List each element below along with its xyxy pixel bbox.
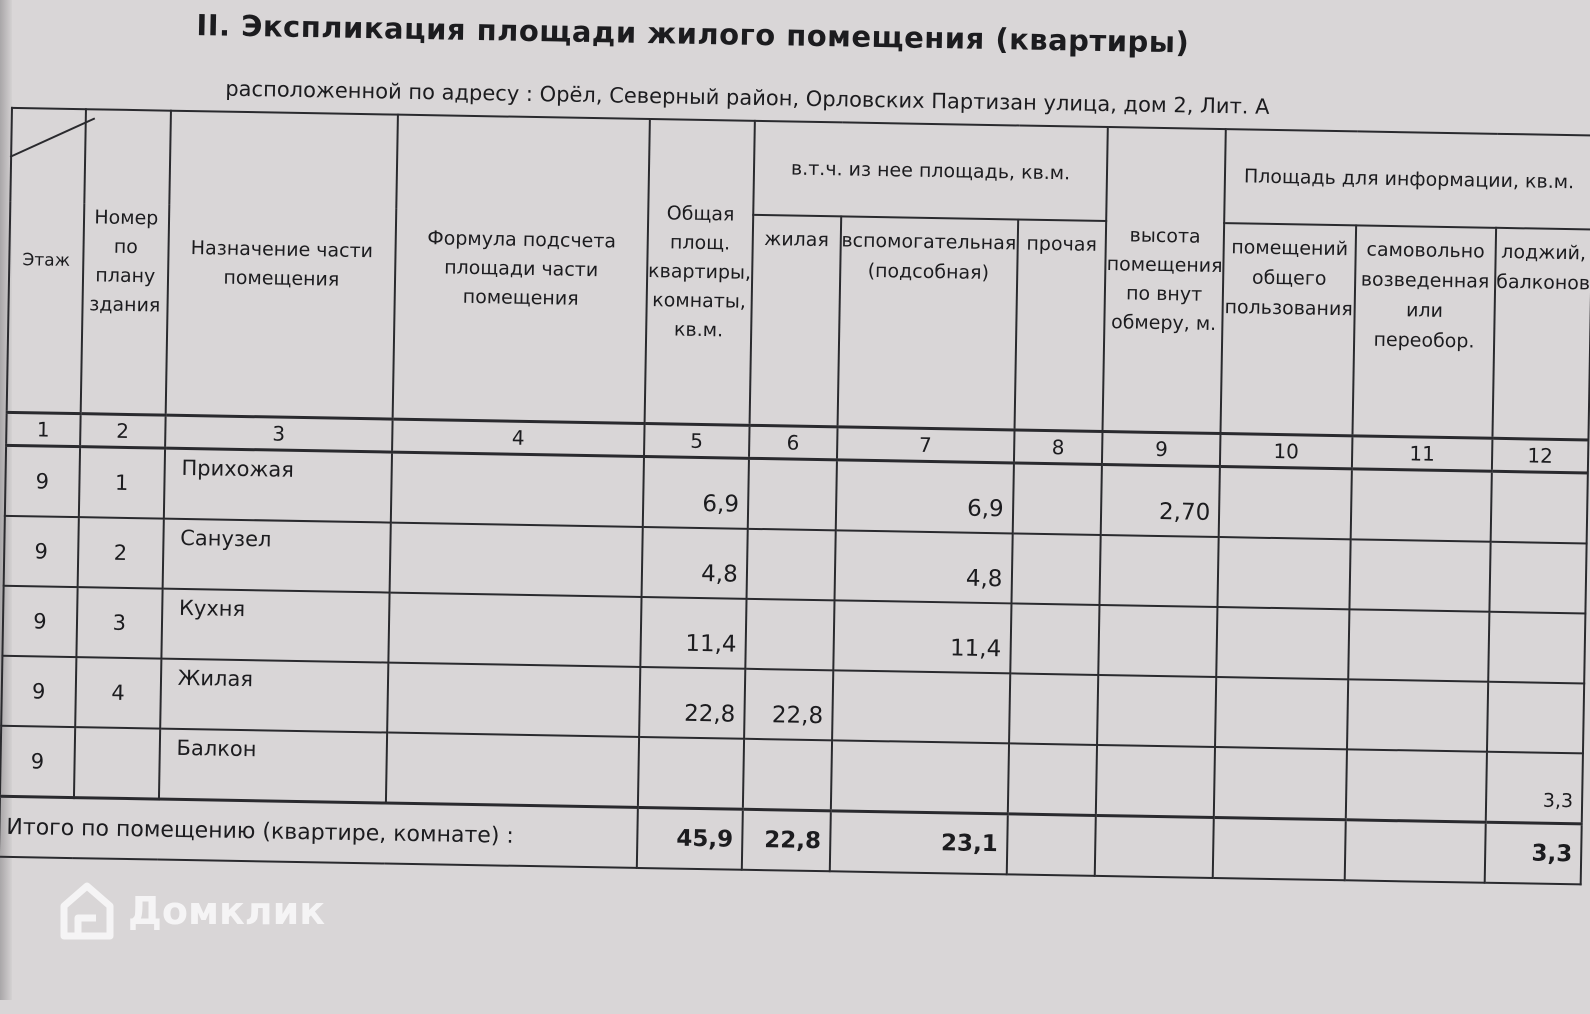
total-area-sum: 45,9 <box>637 807 743 869</box>
cell-living-area <box>743 739 832 811</box>
cell-aux-area <box>830 740 1008 814</box>
cell-floor: 9 <box>2 586 77 657</box>
cell-unauthorized <box>1348 609 1489 681</box>
cell-unauthorized <box>1346 749 1487 822</box>
cell-room-name: Санузел <box>162 519 390 593</box>
watermark-text: Домклик <box>128 889 326 933</box>
column-number: 4 <box>392 419 644 456</box>
house-logo-icon <box>60 882 114 940</box>
column-number: 12 <box>1492 438 1589 473</box>
column-number: 2 <box>80 414 165 448</box>
cell-total-area <box>638 737 744 809</box>
cell-other-area <box>1009 673 1099 745</box>
header-other: прочая <box>1014 219 1106 431</box>
cell-total-area: 6,9 <box>643 456 749 528</box>
cell-common-use <box>1216 607 1349 679</box>
height-sum <box>1095 815 1214 878</box>
document-title: II. Экспликация площади жилого помещения (квартиры) <box>196 8 1190 60</box>
cell-formula <box>387 663 640 737</box>
other-area-sum <box>1006 814 1096 876</box>
cell-other-area <box>1012 463 1102 535</box>
cell-height <box>1096 745 1215 818</box>
header-common-use: помещений общего пользования <box>1221 223 1356 436</box>
column-number: 6 <box>749 425 837 460</box>
cell-unauthorized <box>1351 469 1492 542</box>
header-height: высота помещения по внут обмеру, м. <box>1103 127 1226 434</box>
cell-floor: 9 <box>5 445 80 517</box>
cell-room-name: Балкон <box>159 729 387 803</box>
header-floor: Этаж <box>7 108 86 414</box>
cell-common-use <box>1218 537 1351 609</box>
cell-floor: 9 <box>1 656 76 727</box>
cell-formula <box>388 593 641 667</box>
column-number: 9 <box>1102 431 1220 466</box>
cell-living-area: 22,8 <box>744 669 833 741</box>
cell-plan-number: 1 <box>79 447 165 519</box>
address-line: расположенной по адресу : Орёл, Северный район, Орловских Партизан улица, дом 2, Лит. А <box>225 76 1270 119</box>
loggia-area-sum: 3,3 <box>1485 822 1582 884</box>
cell-common-use <box>1219 467 1352 540</box>
column-number: 8 <box>1013 430 1102 465</box>
cell-room-name: Прихожая <box>164 448 392 522</box>
header-formula: Формула подсчета площади части помещения <box>393 115 650 424</box>
cell-height <box>1099 605 1218 677</box>
cell-floor: 9 <box>0 726 75 798</box>
cell-loggia <box>1491 471 1588 543</box>
column-number: 3 <box>165 415 393 452</box>
cell-living-area <box>746 529 835 601</box>
header-unauthorized: самовольно возведенная или переобор. <box>1352 225 1496 438</box>
header-info-area: Площадь для информации, кв.м. <box>1224 129 1590 229</box>
column-number: 1 <box>6 412 80 446</box>
cell-room-name: Кухня <box>161 589 389 663</box>
cell-other-area <box>1010 603 1100 675</box>
cell-plan-number: 4 <box>75 657 161 728</box>
cell-aux-area <box>832 670 1010 743</box>
cell-plan-number: 3 <box>76 587 162 658</box>
cell-unauthorized <box>1349 539 1490 611</box>
cell-plan-number <box>74 727 160 799</box>
cell-other-area <box>1011 533 1101 605</box>
living-area-sum: 22,8 <box>742 809 831 871</box>
cell-aux-area: 6,9 <box>835 460 1013 534</box>
cell-plan-number: 2 <box>77 517 163 588</box>
cell-loggia: 3,3 <box>1486 752 1583 824</box>
cell-loggia <box>1488 612 1585 684</box>
cell-unauthorized <box>1347 679 1488 751</box>
column-number: 11 <box>1352 436 1493 471</box>
header-purpose: Назначение части помещения <box>165 111 398 419</box>
watermark <box>60 882 325 940</box>
explication-table <box>0 107 1590 886</box>
cell-living-area <box>748 458 837 530</box>
header-plan-number: Номер по плану здания <box>80 109 170 415</box>
header-loggias: лоджий, балконов <box>1492 228 1590 440</box>
common-use-sum <box>1213 817 1346 880</box>
cell-height <box>1100 535 1219 607</box>
cell-formula <box>390 523 643 597</box>
column-number: 10 <box>1220 434 1352 469</box>
cell-loggia <box>1487 682 1584 754</box>
cell-loggia <box>1489 542 1586 614</box>
cell-total-area: 4,8 <box>641 527 747 599</box>
header-row <box>10 108 1590 230</box>
totals-label: Итого по помещению (квартире, комнате) : <box>0 796 638 868</box>
cell-living-area <box>745 599 834 671</box>
cell-aux-area: 11,4 <box>833 600 1011 673</box>
cell-height <box>1097 675 1216 747</box>
unauthorized-sum <box>1345 820 1486 883</box>
cell-room-name: Жилая <box>160 659 388 733</box>
cell-total-area: 22,8 <box>639 667 745 739</box>
cell-total-area: 11,4 <box>640 597 746 669</box>
cell-formula <box>386 733 639 808</box>
header-including: в.т.ч. из нее площадь, кв.м. <box>753 121 1108 221</box>
header-total-area: Общая площ. квартиры, комнаты, кв.м. <box>644 119 754 425</box>
cell-common-use <box>1215 677 1348 749</box>
column-number: 5 <box>644 423 749 458</box>
aux-area-sum: 23,1 <box>829 811 1007 875</box>
cell-other-area <box>1007 743 1097 815</box>
cell-common-use <box>1214 747 1347 820</box>
cell-aux-area: 4,8 <box>834 530 1012 603</box>
cell-floor: 9 <box>4 516 79 587</box>
column-number: 7 <box>837 427 1014 463</box>
header-living: жилая <box>749 215 841 427</box>
header-auxiliary: вспомогательная (подсобная) <box>837 216 1018 430</box>
cell-formula <box>391 452 644 527</box>
cell-height: 2,70 <box>1101 464 1220 537</box>
